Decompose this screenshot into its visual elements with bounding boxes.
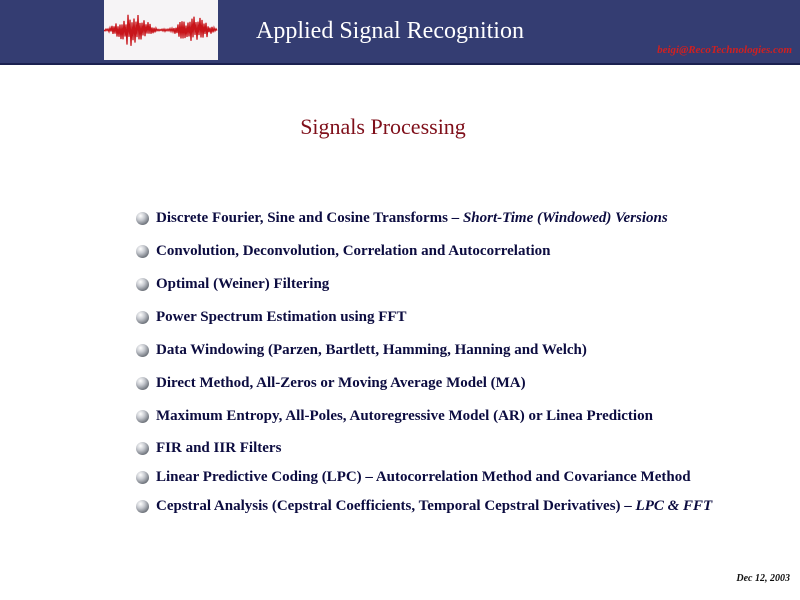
- bullet-text: Convolution, Deconvolution, Correlation and Autocorrelation: [156, 243, 551, 259]
- bullet-text: Cepstral Analysis (Cepstral Coefficients, Temporal Cepstral Derivatives) –: [156, 498, 632, 514]
- bullet-item: [136, 375, 526, 392]
- slide-date: Dec 12, 2003: [736, 573, 790, 584]
- bullet-text: Power Spectrum Estimation using FFT: [156, 309, 407, 325]
- bullet-item: [136, 210, 668, 227]
- sphere-bullet-icon: [136, 410, 149, 423]
- bullet-item: [136, 469, 691, 486]
- sphere-bullet-icon: [136, 471, 149, 484]
- bullet-text: Data Windowing (Parzen, Bartlett, Hamming, Hanning and Welch): [156, 342, 587, 358]
- bullet-text: Linear Predictive Coding (LPC) – Autocorrelation Method and Covariance Method: [156, 469, 691, 485]
- bullet-text: Discrete Fourier, Sine and Cosine Transforms –: [156, 210, 460, 226]
- bullet-item: [136, 243, 550, 260]
- sphere-bullet-icon: [136, 311, 149, 324]
- bullet-item: [136, 408, 653, 425]
- bullet-emphasis: Short-Time (Windowed) Versions: [462, 210, 668, 226]
- sphere-bullet-icon: [136, 344, 149, 357]
- app-title: Applied Signal Recognition: [256, 18, 524, 44]
- contact-email: beigi@RecoTechnologies.com: [657, 44, 792, 56]
- sphere-bullet-icon: [136, 278, 149, 291]
- header-banner: [0, 0, 800, 65]
- waveform-logo-icon: [104, 0, 218, 60]
- bullet-item: [136, 498, 712, 515]
- bullet-item: [136, 309, 407, 326]
- sphere-bullet-icon: [136, 377, 149, 390]
- bullet-text: FIR and IIR Filters: [156, 440, 282, 456]
- bullet-item: [136, 276, 329, 293]
- waveform-logo-graphic: [104, 0, 218, 60]
- bullet-emphasis: LPC & FFT: [635, 498, 713, 514]
- sphere-bullet-icon: [136, 245, 149, 258]
- slide-title: Signals Processing: [300, 114, 466, 139]
- bullet-text: Maximum Entropy, All-Poles, Autoregressive Model (AR) or Linea Prediction: [156, 408, 653, 424]
- sphere-bullet-icon: [136, 212, 149, 225]
- sphere-bullet-icon: [136, 442, 149, 455]
- bullet-item: [136, 440, 281, 457]
- sphere-bullet-icon: [136, 500, 149, 513]
- bullet-text: Optimal (Weiner) Filtering: [156, 276, 330, 292]
- bullet-text: Direct Method, All-Zeros or Moving Average Model (MA): [156, 375, 526, 391]
- bullet-item: [136, 342, 587, 359]
